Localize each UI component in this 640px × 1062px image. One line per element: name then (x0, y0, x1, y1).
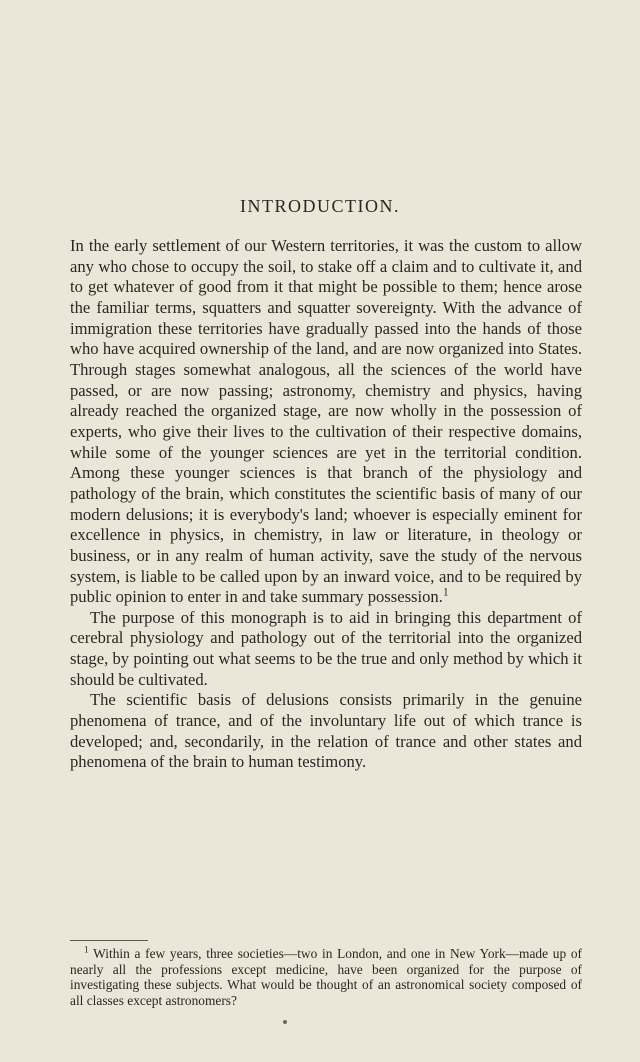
footnote-rule (70, 940, 148, 941)
footnote-reference: 1 (442, 585, 449, 599)
footnote (70, 946, 582, 1008)
chapter-heading: INTRODUCTION. (240, 196, 400, 216)
paragraph-1-text: In the early settlement of our Western territories, it was the custom to allow any who chose to occupy the soil, to stake off a claim and to cultivate it, and to get whatever of good from it that might be possible to them; hence arose the familiar terms, squatters and squatter sovereignty. With the advance of immigration these territories have gradually passed into the hands of those who have acquired ownership of the land, and are now organized into States. Through stages somewhat analogous, all the sciences of the world have passed, or are now passing; astronomy, chemistry and physics, having already reached the organized stage, are now wholly in the possession of experts, who give their lives to the cultivation of their respective domains, while some of the younger sciences are yet in the territorial condition. Among these younger sciences is that branch of the physiology and pathology of the brain, which constitutes the scientific basis of many of our modern delusions; it is everybody's land; whoever is especially eminent for excellence in physics, in chemistry, in law or literature, in theology or business, or in any realm of human activity, save the study of the nervous system, is liable to be called upon by an inward voice, and to be required by public opinion to enter in and take summary possession. (70, 236, 582, 607)
body-text (70, 236, 582, 773)
ink-speck (283, 1020, 287, 1024)
footnote-text: Within a few years, three societies—two in London, and one in New York—made up of nearly all the professions except medicine, have been organized for the purpose of investigating these subjects. What would be thought of an astronomical society composed of all classes except astronomers? (70, 946, 583, 1008)
paragraph-1 (70, 236, 582, 608)
paragraph-2: The purpose of this monograph is to aid in bringing this department of cerebral physiology and pathology out of the territorial into the organized stage, by pointing out what seems to be the true and only method by which it should be cultivated. (70, 607, 582, 689)
paragraph-3: The scientific basis of delusions consists primarily in the genuine phenomena of trance, and of the involuntary life out of which trance is developed; and, secondarily, in the relation of trance and other states and phenomena of the brain to human testimony. (70, 690, 582, 772)
footnote-marker: 1 (84, 945, 89, 956)
